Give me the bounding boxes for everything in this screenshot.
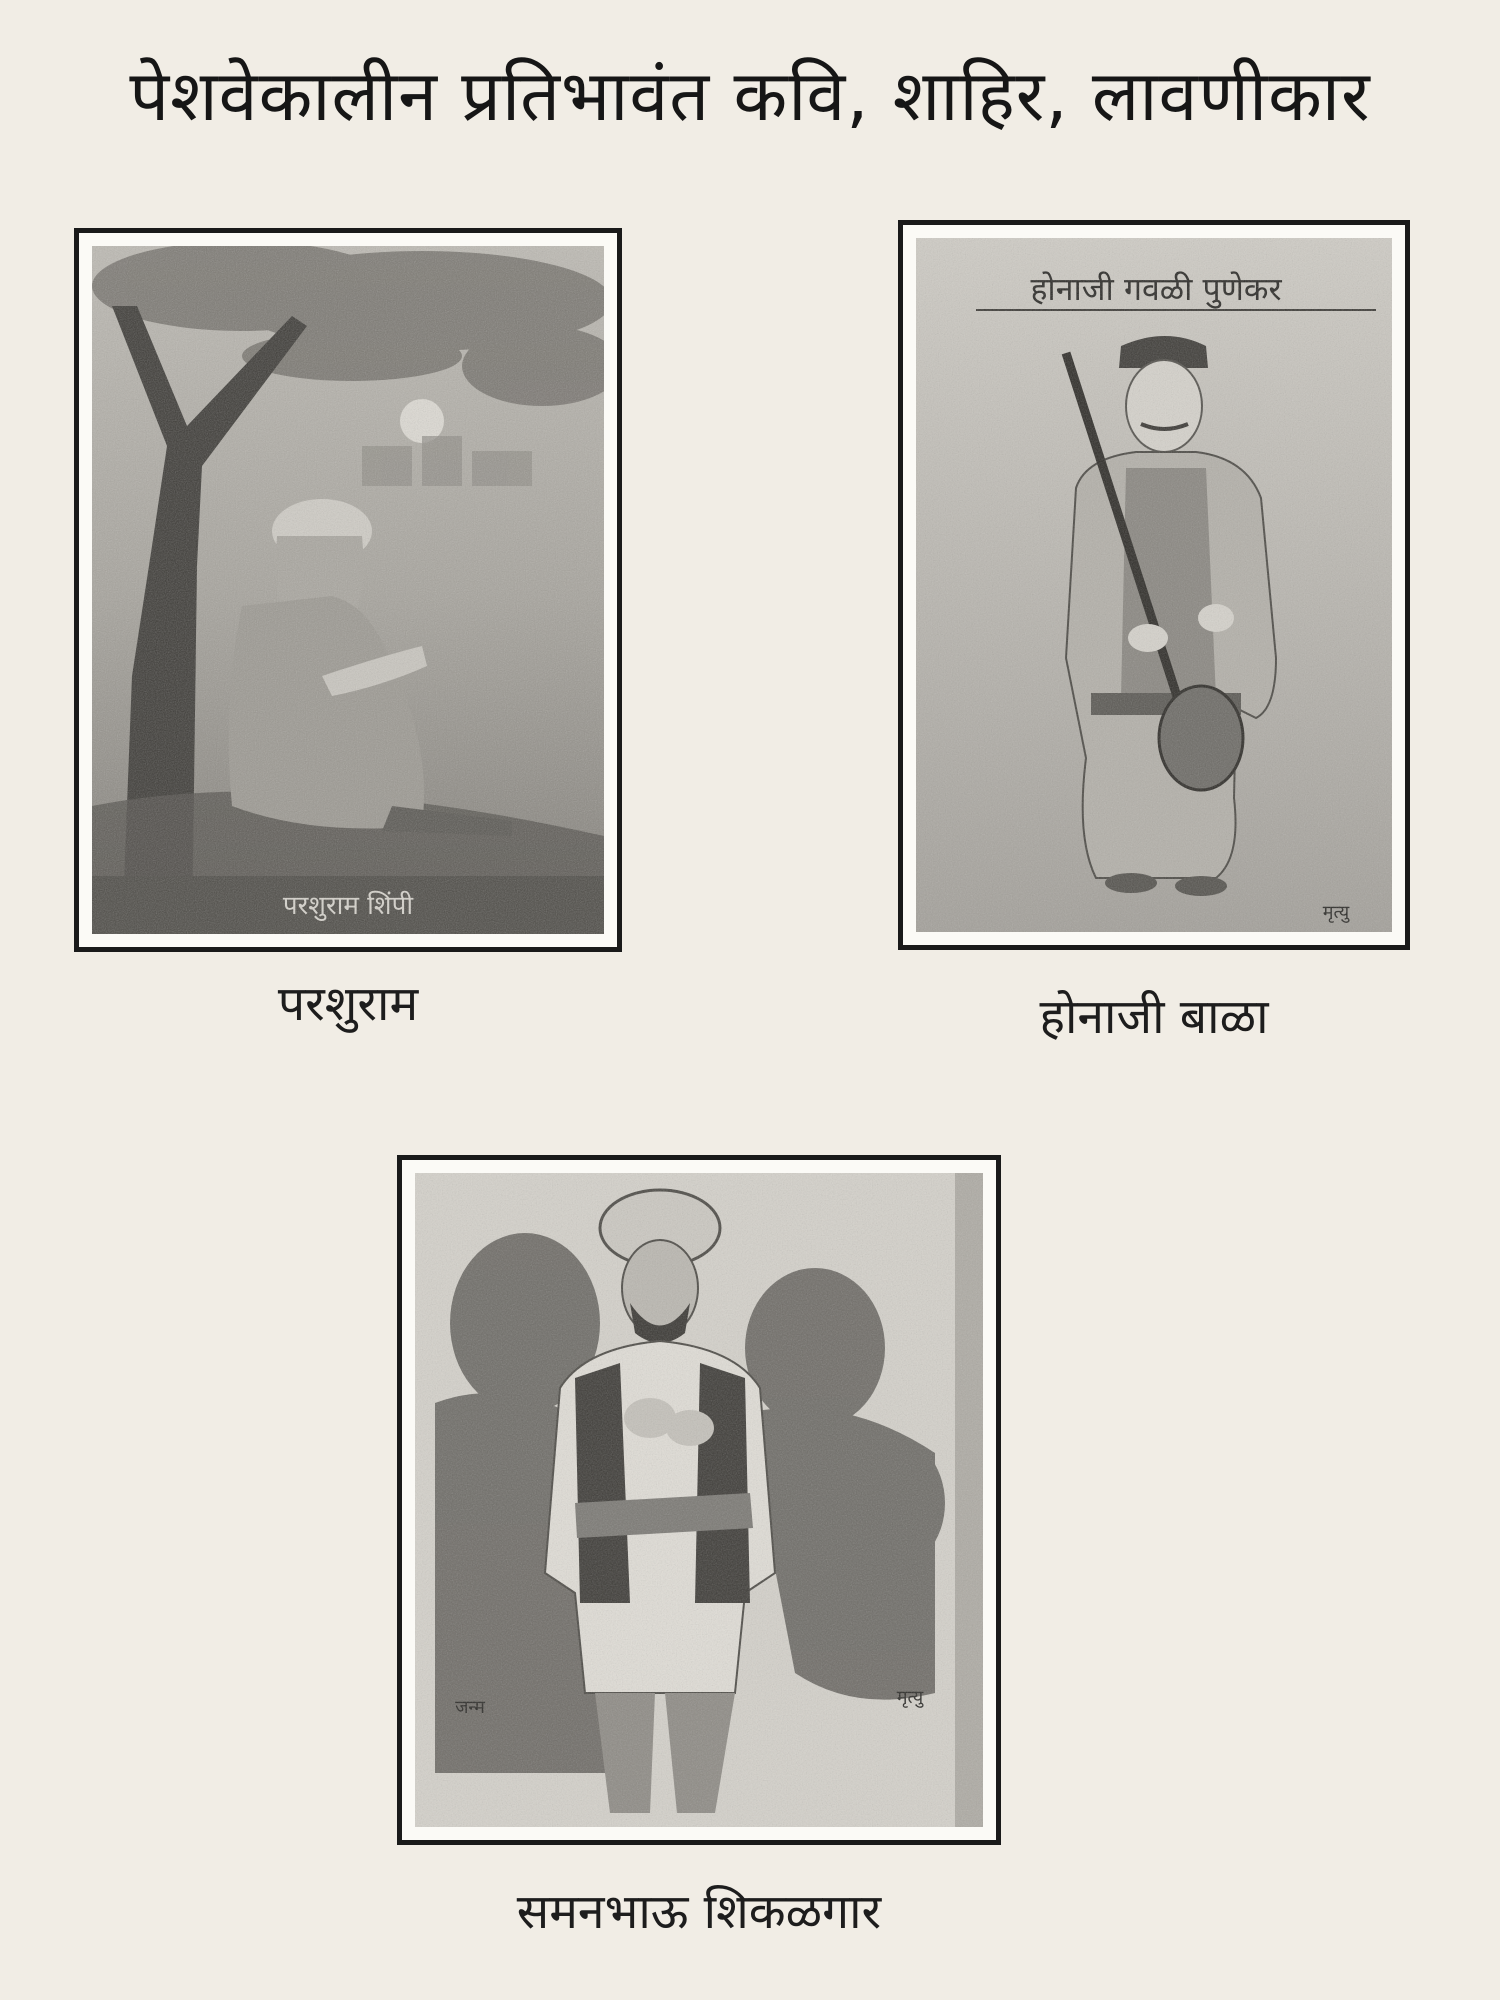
- page-title: पेशवेकालीन प्रतिभावंत कवि, शाहिर, लावणीकार: [129, 55, 1371, 137]
- caption-samanbhau: समनभाऊ शिकळगार: [516, 1884, 882, 1940]
- portrait-parshuram-frame: [74, 228, 622, 952]
- portrait-honaji-frame: [898, 220, 1410, 950]
- portrait-honaji-image: [916, 238, 1392, 932]
- portrait-samanbhau-frame: [397, 1155, 1001, 1845]
- caption-honaji: होनाजी बाळा: [1039, 989, 1269, 1045]
- portrait-parshuram-image: [92, 246, 604, 934]
- caption-parshuram: परशुराम: [277, 976, 419, 1032]
- portrait-samanbhau-image: [415, 1173, 983, 1827]
